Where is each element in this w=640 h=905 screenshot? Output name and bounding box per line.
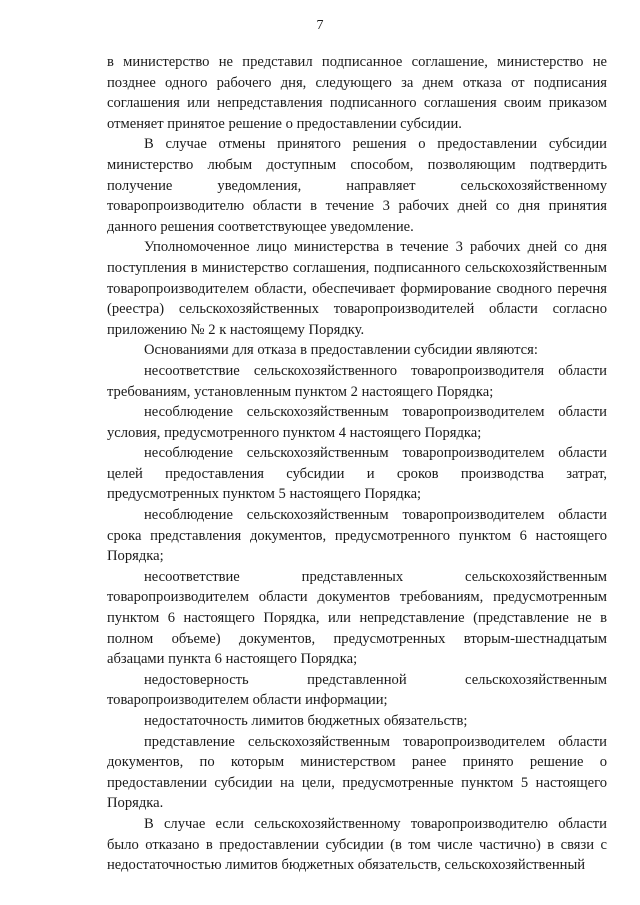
list-item-refusal-ground: представление сельскохозяйственным товаропроизводителем области документов, по которым министерством ранее принято решение о предоставлении субсидии на цели, предусмотренные пунктом 5 настоящего Порядка. — [107, 733, 607, 812]
paragraph-registry-formation: Уполномоченное лицо министерства в течение 3 рабочих дней со дня поступления в министерство соглашения, подписанного сельскохозяйственным товаропроизводителем области, обеспечивает формирование сводного перечня (реестра) сельскохозяйственных товаропроизводителей области согласно приложению № 2 к настоящему Порядку. — [107, 239, 607, 338]
list-item-refusal-ground: несоблюдение сельскохозяйственным товаропроизводителем области целей предоставления субсидии и сроков производства затрат, предусмотренных пунктом 5 настоящего Порядка; — [107, 445, 607, 503]
list-item-refusal-ground: несоответствие представленных сельскохозяйственным товаропроизводителем области документов требованиям, предусмотренным пунктом 6 настоящего Порядка, или непредставление (представление не в полном объеме) документов, предусмотренных вторым-шестнадцатым абзацами пункта 6 настоящего Порядка; — [107, 568, 607, 668]
list-item-refusal-ground: несоблюдение сельскохозяйственным товаропроизводителем области условия, предусмотренного пунктом 4 настоящего Порядка; — [107, 404, 607, 441]
list-item-refusal-ground: недостаточность лимитов бюджетных обязательств; — [144, 713, 468, 729]
page-number: 7 — [316, 18, 324, 33]
list-item-refusal-ground: несоответствие сельскохозяйственного товаропроизводителя области требованиям, установленным пунктом 2 настоящего Порядка; — [107, 362, 607, 400]
paragraph-refusal-grounds-intro: Основаниями для отказа в предоставлении субсидии являются: — [144, 342, 538, 359]
document-body — [107, 52, 607, 876]
paragraph-continuation: в министерство не представил подписанное соглашение, министерство не позднее одного рабочего дня, следующего за днем отказа от подписания соглашения или непредставления подписанного соглашения своим приказом отменяет принятое решение о предоставлении субсидии. — [107, 54, 607, 132]
list-item-refusal-ground: несоблюдение сельскохозяйственным товаропроизводителем области срока представления документов, предусмотренного пунктом 6 настоящего Порядка; — [107, 507, 607, 565]
paragraph-insufficient-limits: В случае если сельскохозяйственному товаропроизводителю области было отказано в предоставлении субсидии (в том числе частично) в связи с недостаточностью лимитов бюджетных обязательств, сельскохозяйственный — [107, 815, 607, 874]
paragraph-cancellation-notice: В случае отмены принятого решения о предоставлении субсидии министерство любым доступным способом, позволяющим подтвердить получение уведомления, направляет сельскохозяйственному товаропроизводителю области в течение 3 рабочих дней со дня принятия данного решения соответствующее уведомление. — [107, 136, 607, 235]
list-item-refusal-ground: недостоверность представленной сельскохозяйственным товаропроизводителем области информации; — [107, 671, 607, 709]
